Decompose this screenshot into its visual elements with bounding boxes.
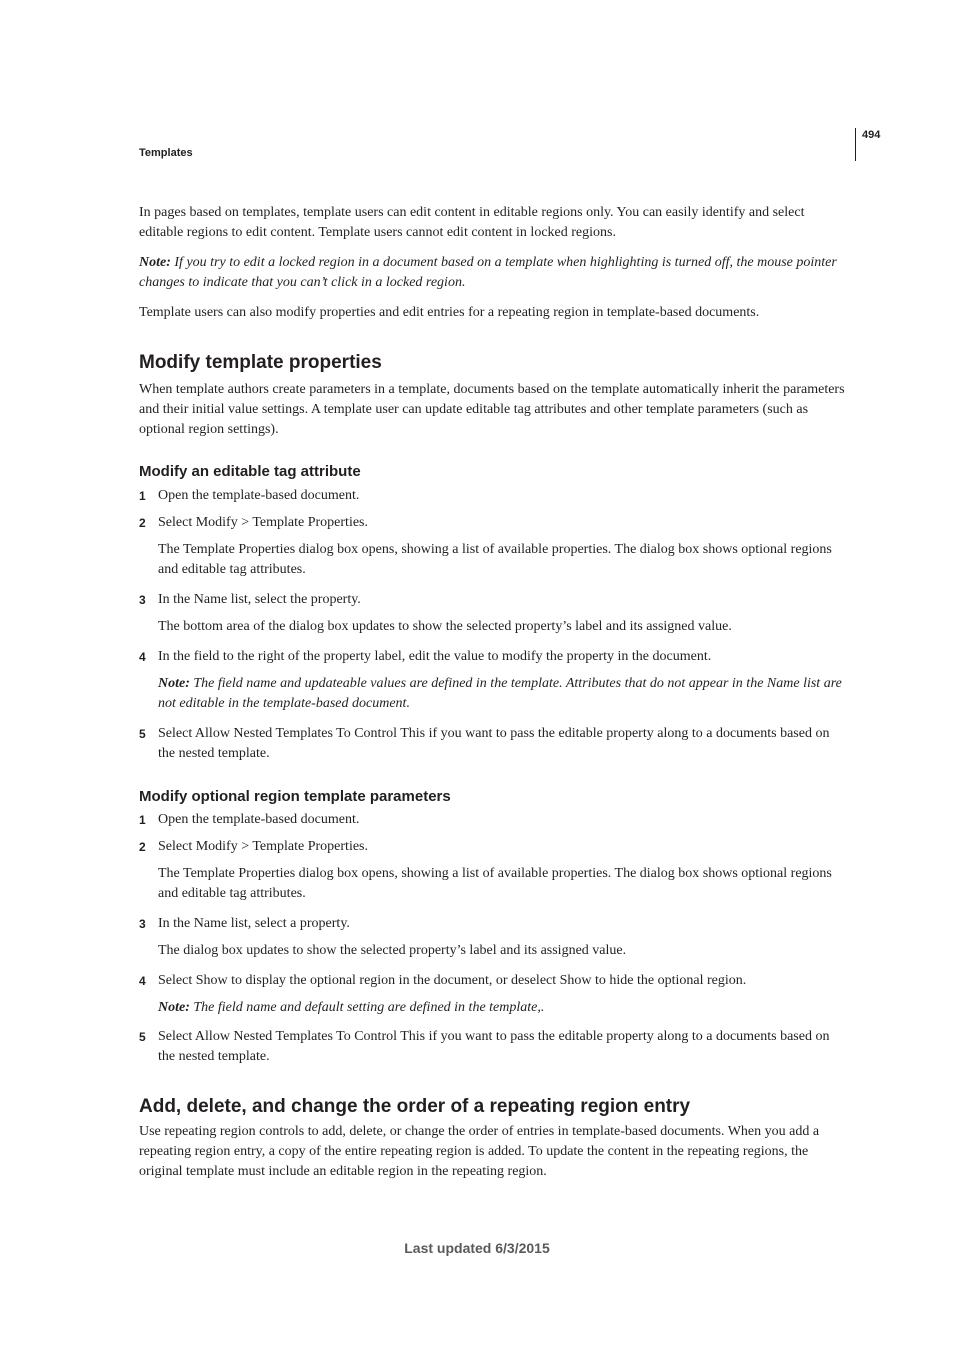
steps-editable-tag (139, 486, 850, 764)
step-text: Select Allow Nested Templates To Control This if you want to pass the editable property along to a documents based on the nested template. (158, 1029, 830, 1064)
step-number: 3 (139, 593, 146, 607)
step-number: 5 (139, 1030, 146, 1044)
step-text: Open the template-based document. (158, 488, 360, 503)
note-text: If you try to edit a locked region in a document based on a template when highlighting is turned off, the mouse pointer changes to indicate that you can’t click in a locked region. (139, 255, 837, 290)
step-item (139, 647, 850, 714)
subsection-heading-editable-tag: Modify an editable tag attribute (139, 463, 361, 480)
step-item (139, 971, 850, 1018)
section-heading-repeating-region: Add, delete, and change the order of a repeating region entry (139, 1096, 691, 1117)
step-number: 3 (139, 917, 146, 931)
step-number: 4 (139, 974, 146, 988)
step-item (139, 914, 850, 961)
step-detail: The bottom area of the dialog box updates to show the selected property’s label and its assigned value. (158, 619, 732, 634)
step-number: 5 (139, 727, 146, 741)
step-item (139, 513, 850, 580)
step-text: Select Allow Nested Templates To Control This if you want to pass the editable property along to a documents based on the nested template. (158, 726, 830, 761)
step-item (139, 590, 850, 637)
step-text: Select Modify > Template Properties. (158, 839, 368, 854)
step-detail: The dialog box updates to show the selected property’s label and its assigned value. (158, 943, 627, 958)
intro-note (139, 253, 850, 293)
folio-rule (855, 128, 856, 161)
step-number: 2 (139, 516, 146, 530)
step-number: 4 (139, 650, 146, 664)
note-text: The field name and updateable values are defined in the template. Attributes that do not appear in the Name list are not editable in the template-based document. (158, 676, 842, 711)
subsection-heading-optional-region: Modify optional region template parameters (139, 788, 451, 805)
step-number: 2 (139, 840, 146, 854)
note-label: Note: (139, 255, 171, 270)
step-item (139, 724, 850, 764)
section-heading-modify-template-properties: Modify template properties (139, 352, 382, 373)
footer-last-updated: Last updated 6/3/2015 (404, 1240, 550, 1256)
step-number: 1 (139, 813, 146, 827)
step-text: In the Name list, select a property. (158, 916, 350, 931)
page-number: 494 (862, 129, 881, 141)
step-text: Select Modify > Template Properties. (158, 515, 368, 530)
section-body: When template authors create parameters in a template, documents based on the template automatically inherit the parameters and their initial value settings. A template user can update editable tag attributes and other template parameters (such as optional region settings). (139, 382, 845, 437)
section-body: Use repeating region controls to add, delete, or change the order of entries in template-based documents. When you add a repeating region entry, a copy of the entire repeating region is added. To update the content in the repeating regions, the original template must include an editable region in the repeating region. (139, 1124, 820, 1179)
step-text: Select Show to display the optional region in the document, or deselect Show to hide the optional region. (158, 973, 747, 988)
step-detail: The Template Properties dialog box opens, showing a list of available properties. The dialog box shows optional regions and editable tag attributes. (158, 866, 832, 901)
step-note (158, 998, 850, 1018)
main-content (139, 203, 850, 1182)
intro-paragraph-2: Template users can also modify properties and edit entries for a repeating region in template-based documents. (139, 305, 760, 320)
step-number: 1 (139, 489, 146, 503)
running-head: Templates (139, 147, 193, 159)
step-note (158, 674, 850, 714)
step-text: In the Name list, select the property. (158, 592, 361, 607)
steps-optional-region (139, 810, 850, 1067)
note-label: Note: (158, 1000, 190, 1015)
step-item (139, 837, 850, 904)
note-label: Note: (158, 676, 190, 691)
step-text: In the field to the right of the property label, edit the value to modify the property in the document. (158, 649, 712, 664)
step-detail: The Template Properties dialog box opens, showing a list of available properties. The dialog box shows optional regions and editable tag attributes. (158, 542, 832, 577)
step-text: Open the template-based document. (158, 812, 360, 827)
step-item (139, 810, 850, 830)
step-item (139, 486, 850, 506)
intro-paragraph: In pages based on templates, template users can edit content in editable regions only. You can easily identify and select editable regions to edit content. Template users cannot edit content in locked regions. (139, 205, 805, 240)
note-text: The field name and default setting are defined in the template,. (189, 1000, 545, 1015)
step-item (139, 1027, 850, 1067)
